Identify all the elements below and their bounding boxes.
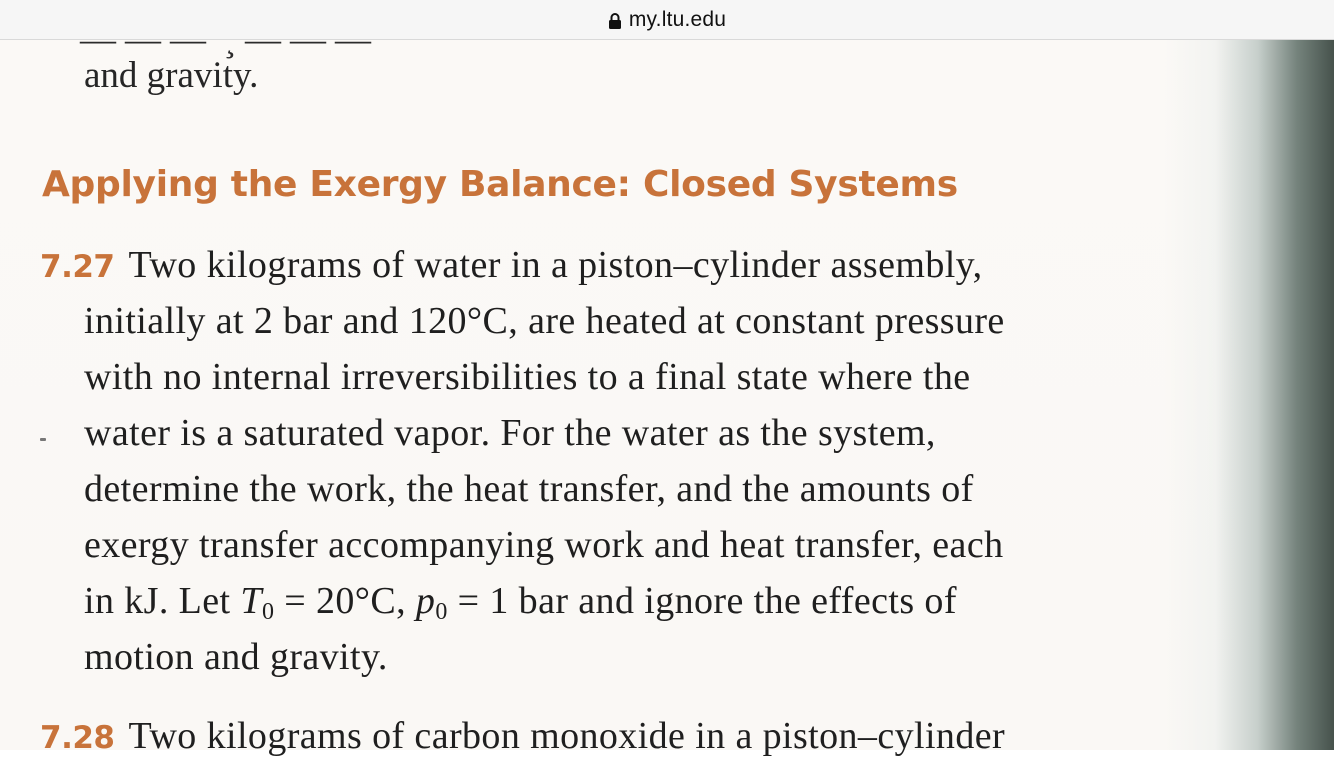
problem-text-line: Two kilograms of water in a piston–cylinder assembly, — [128, 244, 983, 286]
problem-text-line: exergy transfer accompanying work and heat transfer, each — [84, 524, 1004, 566]
problem-text-line: motion and gravity. — [84, 636, 388, 678]
url-display[interactable] — [608, 8, 726, 32]
problem-7-28-partial — [40, 714, 1005, 758]
section-heading: Applying the Exergy Balance: Closed Systems — [42, 164, 958, 205]
pressure-symbol: p — [415, 580, 436, 622]
problem-text-line: determine the work, the heat transfer, and the amounts of — [84, 468, 974, 510]
temperature-value: = 20°C, — [274, 580, 416, 622]
lock-icon — [608, 12, 622, 30]
line-prefix: in kJ. Let — [84, 580, 241, 622]
problem-line-7 — [40, 579, 1300, 635]
problem-line-6 — [40, 523, 1300, 579]
pressure-subscript: 0 — [435, 599, 448, 625]
problem-line-1 — [40, 243, 1300, 299]
problem-line-3 — [40, 355, 1300, 411]
next-problem-text: Two kilograms of carbon monoxide in a piston–cylinder — [128, 715, 1006, 757]
next-problem-number: 7.28 — [40, 720, 115, 756]
temperature-subscript: 0 — [261, 599, 275, 625]
url-text: my.ltu.edu — [628, 7, 727, 31]
problem-line-8 — [40, 635, 1300, 691]
problem-7-27 — [40, 243, 1300, 691]
problem-line-4 — [40, 411, 1300, 467]
scanned-textbook-page[interactable] — [0, 40, 1334, 757]
problem-line-5 — [40, 467, 1300, 523]
previous-problem-ending: and gravity. — [84, 55, 259, 96]
problem-line-2 — [40, 299, 1300, 355]
problem-text-line: water is a saturated vapor. For the water as the system, — [84, 412, 936, 454]
problem-text-line: with no internal irreversibilities to a final state where the — [84, 356, 971, 398]
browser-address-bar[interactable] — [0, 0, 1334, 40]
problem-number: 7.27 — [40, 249, 115, 285]
temperature-symbol: T — [240, 580, 262, 622]
problem-text-line: initially at 2 bar and 120°C, are heated at constant pressure — [84, 300, 1005, 342]
pressure-value: = 1 bar and ignore the effects of — [447, 580, 957, 622]
